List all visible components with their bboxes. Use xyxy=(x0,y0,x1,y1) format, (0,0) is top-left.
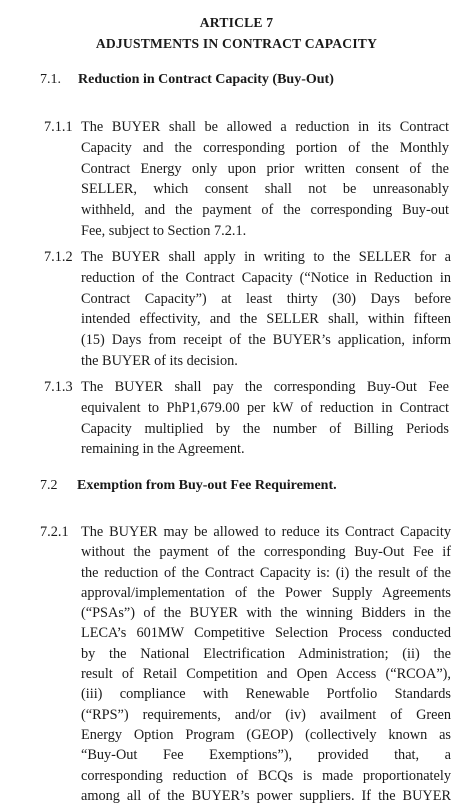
text-line: The BUYER shall apply in writing to the SELLER for a xyxy=(81,249,451,265)
paragraph-number: 7.2.1 xyxy=(40,524,69,540)
paragraph-text xyxy=(81,117,449,242)
text-line: withheld, and the payment of the corresponding Buy-out xyxy=(81,202,449,219)
text-line: by the National Electrification Administration; (ii) the xyxy=(81,645,451,662)
text-line: approval/implementation of the Power Supply Agreements xyxy=(81,584,451,601)
text-line: the BUYER of its decision. xyxy=(81,352,238,369)
text-line: “Buy-Out Fee Exemptions”), provided that, a xyxy=(81,747,451,764)
text-line: Capacity multiplied by the number of Billing Periods xyxy=(81,420,449,437)
paragraph-number: 7.1.3 xyxy=(44,379,73,395)
paragraph-number: 7.1.1 xyxy=(44,119,73,135)
article-title: ARTICLE 7 xyxy=(199,15,274,30)
section-number: 7.1. xyxy=(40,72,61,87)
text-line: Energy Option Program (GEOP) (collectively known as xyxy=(81,726,451,743)
text-line: The BUYER shall be allowed a reduction in its Contract xyxy=(81,119,449,135)
text-line: (“PSAs”) of the BUYER with the winning Bidders in the xyxy=(81,605,451,622)
text-line: Contract Energy only upon prior written consent of the xyxy=(81,160,449,177)
text-line: corresponding reduction of BCQs is made proportionately xyxy=(81,767,451,784)
text-line: (iii) compliance with Renewable Portfolio Standards xyxy=(81,686,451,703)
text-line: without the payment of the corresponding Buy-Out Fee if xyxy=(81,544,451,561)
section-title: Exemption from Buy-out Fee Requirement. xyxy=(77,478,337,493)
section-heading xyxy=(40,72,460,92)
paragraph-text xyxy=(81,522,451,806)
section-heading xyxy=(40,478,460,498)
text-line: intended effectivity, and the SELLER shall, within fifteen xyxy=(81,311,451,328)
text-line: LECA’s 601MW Competitive Selection Process conducted xyxy=(81,625,451,642)
text-line: (15) Days from receipt of the BUYER’s application, inform xyxy=(81,332,451,349)
text-line: The BUYER may be allowed to reduce its Contract Capacity xyxy=(81,524,451,540)
text-line: SELLER, which consent shall not be unreasonably xyxy=(81,181,449,198)
text-line: Contract Capacity”) at least thirty (30) Days before xyxy=(81,290,451,307)
text-line: the reduction of the Contract Capacity is: (i) the result of the xyxy=(81,564,451,581)
section-number: 7.2 xyxy=(40,478,58,493)
paragraph-text xyxy=(81,377,449,460)
text-line: among all of the BUYER’s power suppliers. If the BUYER xyxy=(81,787,451,804)
article-subtitle: ADJUSTMENTS IN CONTRACT CAPACITY xyxy=(95,36,378,51)
text-line: Fee, subject to Section 7.2.1. xyxy=(81,222,247,239)
text-line: remaining in the Agreement. xyxy=(81,441,245,458)
text-line: reduction of the Contract Capacity (“Notice in Reduction in xyxy=(81,269,451,286)
text-line: Capacity and the corresponding portion of the Monthly xyxy=(81,139,449,156)
section-title: Reduction in Contract Capacity (Buy-Out) xyxy=(78,72,334,87)
text-line: result of Retail Competition and Open Access (“RCOA”), xyxy=(81,666,451,683)
paragraph-number: 7.1.2 xyxy=(44,249,73,265)
text-line: equivalent to PhP1,679.00 per kW of reduction in Contract xyxy=(81,399,449,416)
text-line: (“RPS”) requirements, and/or (iv) availment of Green xyxy=(81,706,451,723)
text-line: The BUYER shall pay the corresponding Buy-Out Fee xyxy=(81,379,449,395)
paragraph-text xyxy=(81,247,451,372)
